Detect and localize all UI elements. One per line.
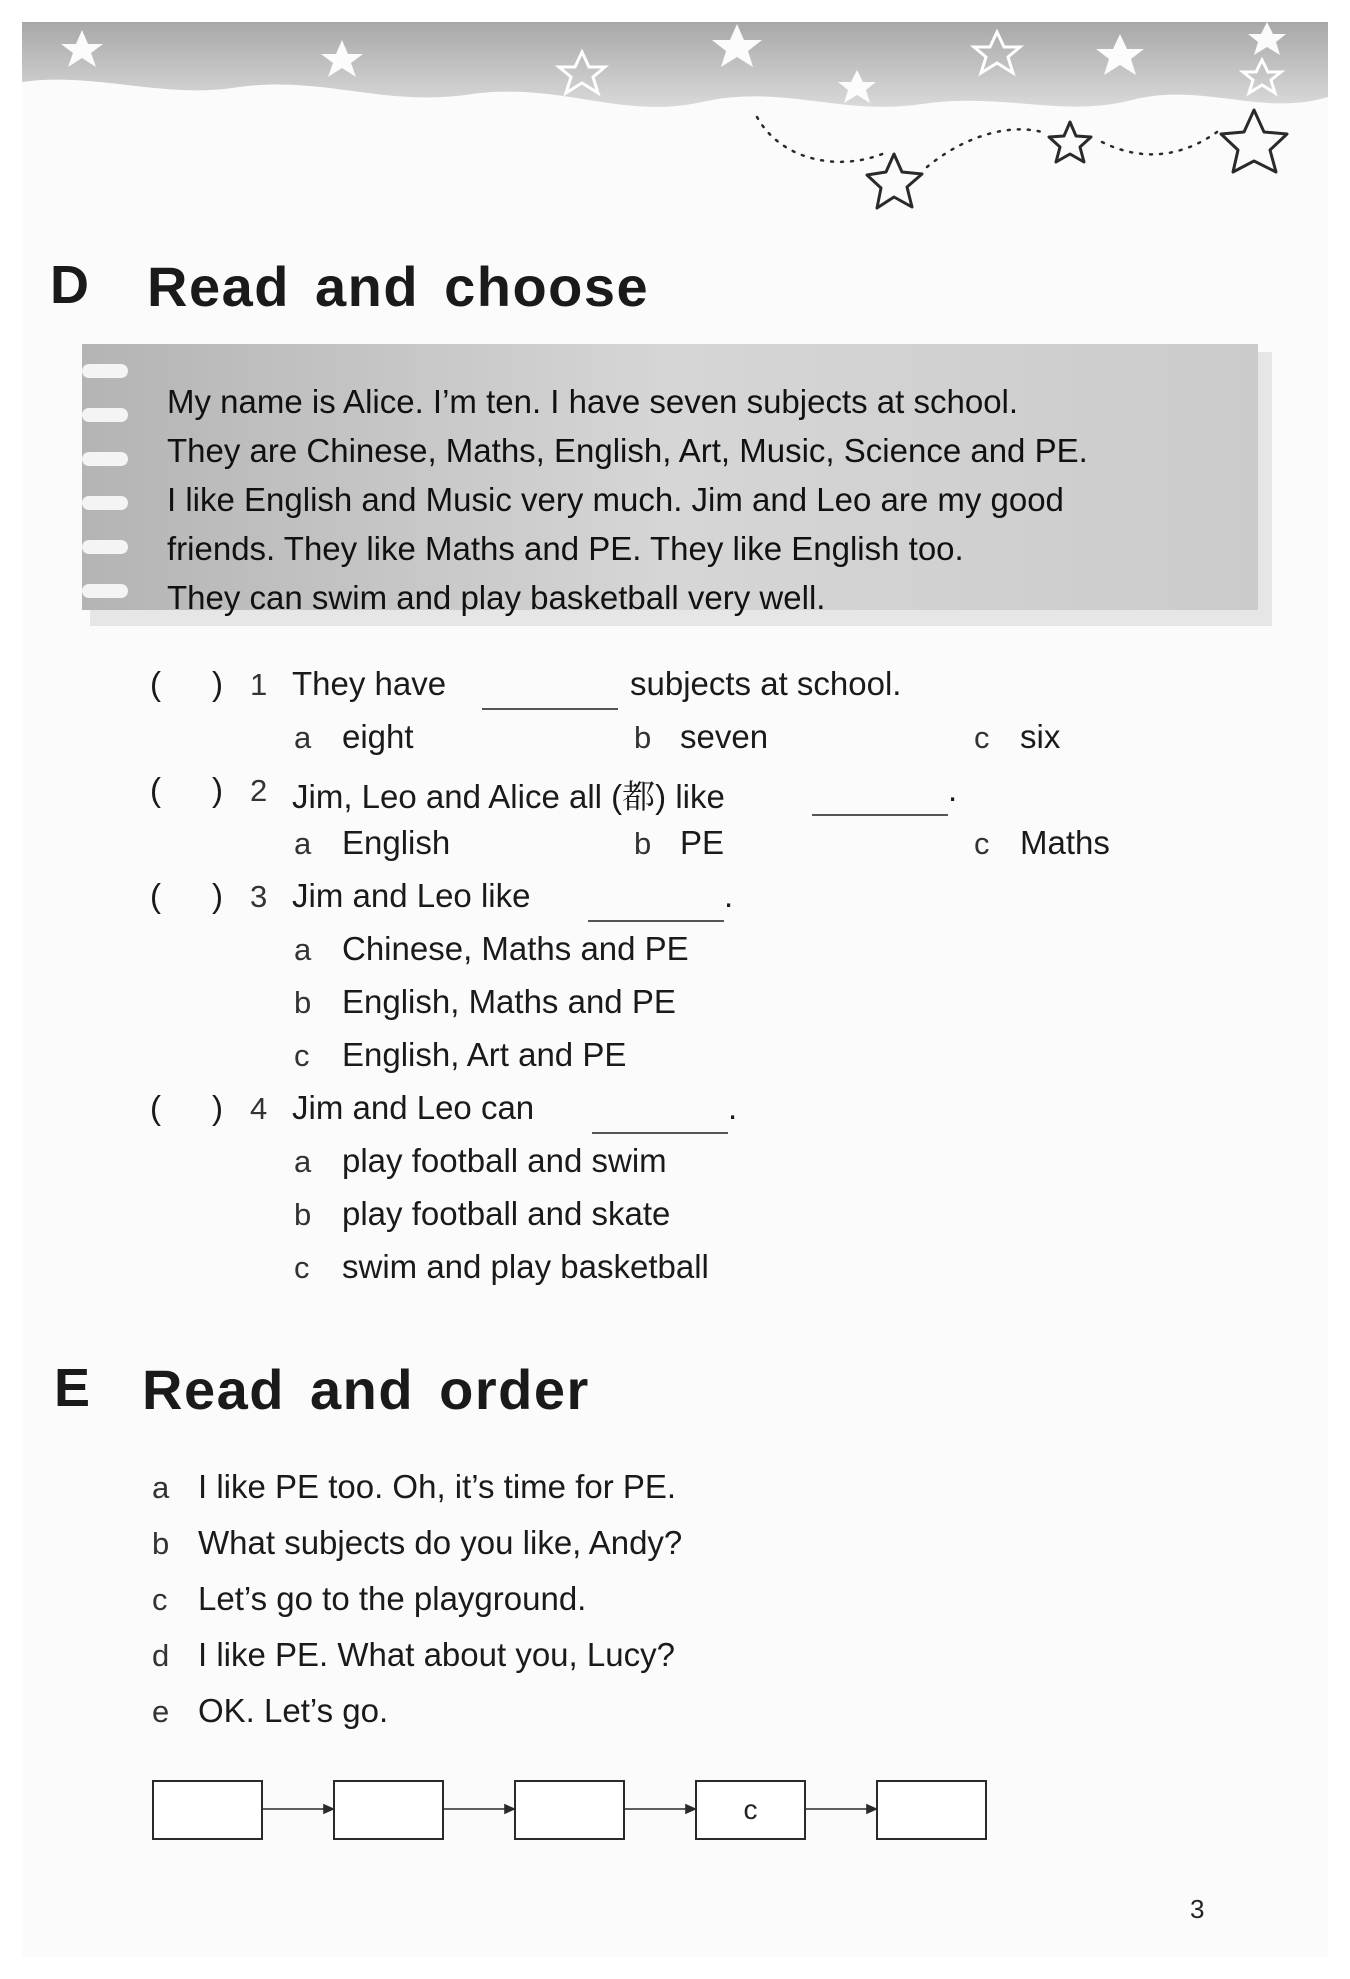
order-arrows xyxy=(22,22,1328,1957)
sentence-letter: c xyxy=(152,1582,168,1617)
arrow-head-icon xyxy=(505,1805,514,1813)
answer-bracket-close: ) xyxy=(212,665,223,702)
passage-line: They are Chinese, Maths, English, Art, Music, Science and PE. xyxy=(167,432,1088,469)
option-text: English, Maths and PE xyxy=(342,983,676,1020)
passage-line: I like English and Music very much. Jim and Leo are my good xyxy=(167,481,1064,518)
question-stem-end: . xyxy=(724,877,734,914)
option-letter: a xyxy=(294,1144,312,1179)
question-stem-end: . xyxy=(948,771,958,808)
arrow-head-icon xyxy=(324,1805,333,1813)
sentence-letter: b xyxy=(152,1526,170,1561)
option-text: PE xyxy=(680,824,725,861)
question-stem: Jim and Leo can xyxy=(292,1089,535,1126)
option-text: English, Art and PE xyxy=(342,1036,627,1073)
sentence-letter: e xyxy=(152,1694,170,1729)
passage-line: friends. They like Maths and PE. They like English too. xyxy=(167,530,964,567)
answer-bracket-close: ) xyxy=(212,1089,223,1126)
option-letter: a xyxy=(294,932,312,967)
answer-bracket-close: ) xyxy=(212,877,223,914)
option-text: play football and swim xyxy=(342,1142,667,1179)
question-stem-end: . xyxy=(728,1089,738,1126)
sentence-letter: d xyxy=(152,1638,170,1673)
passage-line: They can swim and play basketball very well. xyxy=(167,579,826,616)
question-number: 1 xyxy=(250,667,268,702)
question-stem: They have xyxy=(292,665,447,702)
option-letter: c xyxy=(294,1038,310,1073)
sentence-text: Let’s go to the playground. xyxy=(198,1580,587,1617)
passage-line: My name is Alice. I’m ten. I have seven subjects at school. xyxy=(167,383,1019,420)
option-text: Maths xyxy=(1020,824,1110,861)
option-letter: b xyxy=(294,1197,312,1232)
option-text: English xyxy=(342,824,451,861)
answer-bracket-open: ( xyxy=(150,665,161,702)
arrow-head-icon xyxy=(686,1805,695,1813)
question-number: 2 xyxy=(250,773,268,808)
page-number: 3 xyxy=(1190,1894,1205,1924)
sentence-text: OK. Let’s go. xyxy=(198,1692,389,1729)
option-letter: a xyxy=(294,720,312,755)
answer-bracket-close: ) xyxy=(212,771,223,808)
section-d-title: Read and choose xyxy=(147,255,650,318)
option-letter: c xyxy=(974,826,990,861)
option-text: play football and skate xyxy=(342,1195,671,1232)
question-number: 4 xyxy=(250,1091,268,1126)
option-text: swim and play basketball xyxy=(342,1248,709,1285)
question-stem: Jim, Leo and Alice all (都) like xyxy=(292,778,725,815)
worksheet-page xyxy=(22,22,1328,1957)
option-text: six xyxy=(1020,718,1061,755)
section-e-title: Read and order xyxy=(142,1358,590,1421)
sentence-text: I like PE. What about you, Lucy? xyxy=(198,1636,675,1673)
option-letter: c xyxy=(294,1250,310,1285)
option-letter: b xyxy=(294,985,312,1020)
option-letter: c xyxy=(974,720,990,755)
sentence-text: What subjects do you like, Andy? xyxy=(198,1524,683,1561)
section-d-letter: D xyxy=(50,255,89,315)
answer-bracket-open: ( xyxy=(150,1089,161,1126)
option-text: seven xyxy=(680,718,769,755)
answer-bracket-open: ( xyxy=(150,771,161,808)
arrow-head-icon xyxy=(867,1805,876,1813)
sentence-text: I like PE too. Oh, it’s time for PE. xyxy=(198,1468,677,1505)
option-text: eight xyxy=(342,718,414,755)
option-text: Chinese, Maths and PE xyxy=(342,930,689,967)
section-e-letter: E xyxy=(54,1358,91,1418)
option-letter: b xyxy=(634,720,652,755)
question-number: 3 xyxy=(250,879,268,914)
option-letter: b xyxy=(634,826,652,861)
sentence-letter: a xyxy=(152,1470,170,1505)
option-letter: a xyxy=(294,826,312,861)
order-box-4[interactable]: c xyxy=(695,1780,806,1840)
answer-bracket-open: ( xyxy=(150,877,161,914)
question-stem-end: subjects at school. xyxy=(630,665,902,702)
question-stem: Jim and Leo like xyxy=(292,877,531,914)
